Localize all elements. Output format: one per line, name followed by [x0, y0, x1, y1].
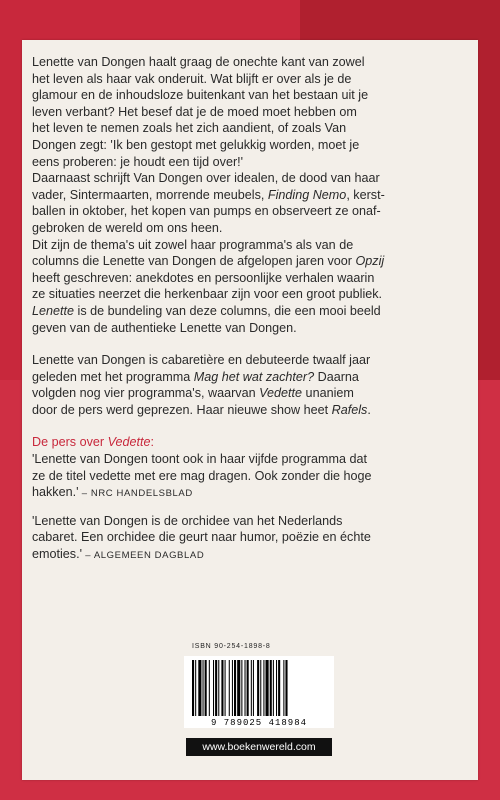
- barcode-bar: [251, 660, 252, 716]
- barcode-bar: [232, 660, 233, 716]
- paragraph-intro: Lenette van Dongen haalt graag de onechte kant van zowel het leven als haar vak onderuit. Wat blijft er over als je de glamour en de inhoudsloze buitenkant van het bestaan uit je leven verbant? Het besef dat je de moed moet hebben om het leven te nemen zoals het zich aandient, of zoals Van Dongen zegt: 'Ik ben gestopt met gelukkig worden, moet je eens proberen: je houdt een tijd over!': [32, 55, 369, 169]
- barcode-bar: [192, 660, 194, 716]
- barcode-bar: [278, 660, 280, 716]
- barcode-bar: [237, 660, 240, 716]
- barcode-bar: [205, 660, 207, 716]
- website-label: www.boekenwereld.com: [186, 738, 332, 756]
- barcode-bar: [241, 660, 242, 716]
- barcode-number: 9 789025 418984: [210, 718, 308, 728]
- press-heading: De pers over Vedette:: [32, 435, 155, 450]
- barcode-bar: [209, 660, 210, 716]
- barcode-bar: [215, 660, 217, 716]
- barcode-bar: [283, 660, 284, 716]
- barcode-bar: [234, 660, 236, 716]
- barcode-bar: [263, 660, 264, 716]
- barcode-bar: [257, 660, 259, 716]
- paragraph-bio: Lenette van Dongen is cabaretière en debuteerde twaalf jaar geleden met het programma Mag het wat zachter? Daarna volgden nog vier programma's, waarvan Vedette unaniem door de pers werd geprezen. Haar nieuwe show heet Rafels.: [32, 353, 371, 417]
- press-source-nrc: – NRC HANDELSBLAD: [78, 488, 193, 500]
- isbn-label: ISBN 90-254-1898-8: [192, 643, 271, 650]
- barcode-bars: [192, 660, 288, 716]
- barcode-bar: [276, 660, 277, 716]
- barcode-bar: [285, 660, 287, 716]
- barcode-bar: [266, 660, 269, 716]
- blurb-text: [32, 54, 468, 565]
- press-quote-nrc: 'Lenette van Dongen toont ook in haar vijfde programma dat ze de titel vedette met ere mag dragen. Ook zonder die hoge hakken.' – NRC HANDELSBLAD: [32, 452, 372, 500]
- press-quote-ad: 'Lenette van Dongen is de orchidee van het Nederlands cabaret. Een orchidee die geurt naar humor, poëzie en échte emoties.' – ALGEMEEN DAGBLAD: [32, 513, 371, 562]
- barcode: [184, 656, 334, 728]
- barcode-bar: [213, 660, 214, 716]
- barcode-bar: [203, 660, 204, 716]
- barcode-bar: [225, 660, 226, 716]
- press-source-ad: – ALGEMEEN DAGBLAD: [82, 550, 205, 562]
- paragraph-themes: Daarnaast schrijft Van Dongen over idealen, de dood van haar vader, Sintermaarten, morrende meubels, Finding Nemo, kerst- ballen in oktober, het kopen van pumps en observeert ze onaf- gebroken de wereld om ons heen.: [32, 171, 385, 235]
- barcode-bar: [195, 660, 196, 716]
- barcode-bar: [260, 660, 261, 716]
- barcode-bar: [221, 660, 223, 716]
- barcode-bar: [247, 660, 249, 716]
- barcode-bar: [218, 660, 219, 716]
- barcode-bar: [229, 660, 230, 716]
- back-cover-panel: [22, 40, 478, 780]
- paragraph-columns: Dit zijn de thema's uit zowel haar programma's als van de columns die Lenette van Dongen de afgelopen jaren voor Opzij heeft geschreven: anekdotes en persoonlijke verhalen waarin ze situaties neerzet die herkenbaar zijn voor een groot publiek. Lenette is de bundeling van deze columns, die een mooi beeld geven van de authentieke Lenette van Dongen.: [32, 237, 385, 335]
- barcode-bar: [270, 660, 272, 716]
- barcode-bar: [245, 660, 246, 716]
- barcode-bar: [273, 660, 274, 716]
- barcode-bar: [253, 660, 254, 716]
- barcode-bar: [198, 660, 201, 716]
